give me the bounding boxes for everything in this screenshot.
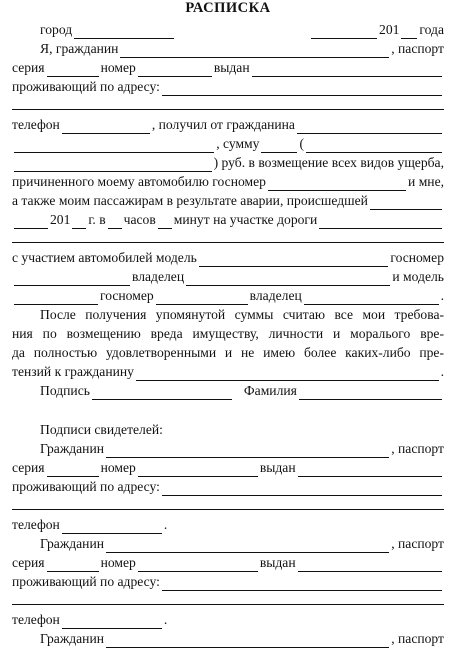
signature-line [12, 381, 444, 400]
owner2-label: владелец [249, 288, 302, 303]
address-field[interactable] [162, 82, 442, 96]
phone-line [12, 115, 444, 134]
surname-label: Фамилия [243, 383, 297, 398]
witness-2-citizen-label: Гражданин [40, 536, 104, 551]
witness-1-passport-line [12, 458, 444, 477]
number-label: номер [100, 60, 136, 75]
own-plate-field[interactable] [268, 177, 406, 191]
passport-label: , паспорт [391, 41, 444, 56]
waiver-citizen-field[interactable] [136, 367, 439, 381]
witness-1-series-field[interactable] [47, 463, 99, 477]
witness-2-series-label: серия [12, 555, 45, 570]
witness-1-series-label: серия [12, 460, 45, 475]
witness-1-citizen-line [12, 439, 444, 458]
hours-field[interactable] [108, 215, 122, 229]
witness-1-residing-label: проживающий по адресу: [12, 479, 160, 494]
signature-label: Подпись [40, 383, 90, 398]
waiver-para-2: ния по возмещению вреда имуществу, личности и моралього вре- [12, 326, 444, 341]
witness-2-name-field[interactable] [106, 539, 389, 553]
owner-line [12, 267, 444, 286]
witness-1-issued-label: выдан [259, 460, 296, 475]
witness-2-passport-line [12, 553, 444, 572]
witness-2-phone-field[interactable] [62, 615, 162, 629]
owner-label: владелец [132, 269, 185, 284]
accident-year-field[interactable] [72, 215, 86, 229]
witness-1-address-line [12, 477, 444, 496]
gosnomer2-label: госномер [100, 288, 154, 303]
series-field[interactable] [47, 63, 99, 77]
witness-1-phone-label: телефон [12, 517, 60, 532]
address-line [12, 77, 444, 96]
passport-line [12, 58, 444, 77]
year-suffix: года [419, 22, 444, 37]
witness-2-passport-label: , паспорт [391, 536, 444, 551]
caused-text: причиненного моему автомобилю госномер [12, 174, 266, 189]
witness-1-number-field[interactable] [138, 463, 258, 477]
car2-plate-field[interactable] [156, 291, 248, 305]
witness-2-number-field[interactable] [138, 558, 258, 572]
accident-date-field[interactable] [370, 196, 442, 210]
issued-field[interactable] [252, 63, 442, 77]
city-field[interactable] [74, 25, 174, 39]
witness-2-number-label: номер [100, 555, 136, 570]
witness-2-series-field[interactable] [47, 558, 99, 572]
witness-1-name-field[interactable] [106, 444, 389, 458]
rub-text: ) руб. в возмещение всех видов ущерба, [213, 155, 444, 170]
rub-line [12, 153, 444, 172]
witness-1-address-field-2[interactable] [12, 509, 444, 510]
residing-label: проживающий по адресу: [12, 79, 160, 94]
city-label: город [40, 22, 73, 37]
ya-citizen-label: Я, гражданин [40, 41, 119, 56]
witness-1-number-label: номер [100, 460, 136, 475]
waiver-para-4: тензий к гражданину [12, 364, 134, 379]
passengers-text: а также моим пассажирам в результате аварии, происшедшей [12, 193, 368, 208]
witness-2-issued-label: выдан [259, 555, 296, 570]
witness-2-issued-field[interactable] [298, 558, 442, 572]
header-line [12, 20, 444, 39]
citizen-name-field[interactable] [120, 44, 389, 58]
witnesses-heading-line [12, 420, 444, 439]
signature-field[interactable] [92, 386, 232, 400]
sum-line: , сумму ( [12, 134, 444, 153]
year-prefix: 201 [379, 22, 400, 37]
witness-3-citizen-line [12, 629, 444, 648]
witness-2-residing-label: проживающий по адресу: [12, 574, 160, 589]
witness-3-passport-label: , паспорт [391, 631, 444, 646]
witness-1-citizen-label: Гражданин [40, 441, 104, 456]
witness-1-address-field[interactable] [162, 482, 442, 496]
gosnomer-label: госномер [390, 250, 444, 265]
received-from-label: , получил от гражданина [151, 117, 295, 132]
cars-line [12, 248, 444, 267]
sum-words-field[interactable] [306, 139, 442, 153]
year-short: 201 [50, 212, 71, 227]
sum-field[interactable] [261, 139, 297, 153]
issued-label: выдан [213, 60, 250, 75]
accident-time-line [12, 210, 444, 229]
giver-name-field-2[interactable] [14, 139, 214, 153]
car-owner-field[interactable] [186, 272, 390, 286]
document-title: РАСПИСКА [185, 0, 271, 16]
series-label: серия [12, 60, 45, 75]
address-field-2[interactable] [12, 109, 444, 110]
caused-line [12, 172, 444, 191]
witness-3-citizen-label: Гражданин [40, 631, 104, 646]
passengers-line [12, 191, 444, 210]
g-v-label: г. в [88, 212, 106, 227]
sum-label: , сумму [216, 136, 260, 151]
witness-1-phone-field[interactable] [62, 520, 162, 534]
witness-3-name-field[interactable] [106, 634, 389, 648]
car2-owner-field[interactable] [304, 291, 439, 305]
citizen-line [12, 39, 444, 58]
hours-label: часов [123, 212, 156, 227]
witness-1-issued-field[interactable] [298, 463, 442, 477]
waiver-para-4-line: тензий к гражданину . [12, 364, 444, 379]
witness-2-address-line [12, 572, 444, 591]
waiver-para-3: да полностью удовлетворенными и не имею более каких-либо пре- [12, 345, 444, 360]
witnesses-heading: Подписи свидетелей: [40, 422, 163, 437]
witness-1-phone-line: телефон . [12, 517, 168, 532]
witness-2-citizen-line [12, 534, 444, 553]
surname-field[interactable] [299, 386, 442, 400]
car2-model-field[interactable] [14, 291, 98, 305]
date-field[interactable] [311, 25, 377, 39]
witness-1-passport-label: , паспорт [391, 441, 444, 456]
and-me-label: и мне, [408, 174, 444, 189]
minutes-field[interactable] [158, 215, 172, 229]
and-model-label: и модель [392, 269, 444, 284]
phone-field[interactable] [62, 120, 150, 134]
phone-label: телефон [12, 117, 60, 132]
year-digits-field[interactable] [401, 25, 417, 39]
sum-words-field-2[interactable] [14, 158, 212, 172]
road-section-field[interactable] [319, 215, 442, 229]
waiver-para-1: После получения упомянутой суммы считаю все мои требова- [40, 307, 444, 322]
accident-date-field-2[interactable] [14, 215, 48, 229]
witness-2-phone-line: телефон . [12, 612, 168, 627]
car-plate-field[interactable] [14, 272, 130, 286]
number-field[interactable] [138, 63, 212, 77]
giver-name-field[interactable] [297, 120, 442, 134]
road-section-field-2[interactable] [12, 242, 444, 243]
owner-line-2: госномер владелец . [12, 286, 444, 305]
witness-2-address-field-2[interactable] [12, 604, 444, 605]
with-cars-label: с участием автомобилей модель [12, 250, 197, 265]
witness-2-address-field[interactable] [162, 577, 442, 591]
car-model-field[interactable] [199, 253, 389, 267]
minutes-road-label: минут на участке дороги [173, 212, 318, 227]
witness-2-phone-label: телефон [12, 612, 60, 627]
